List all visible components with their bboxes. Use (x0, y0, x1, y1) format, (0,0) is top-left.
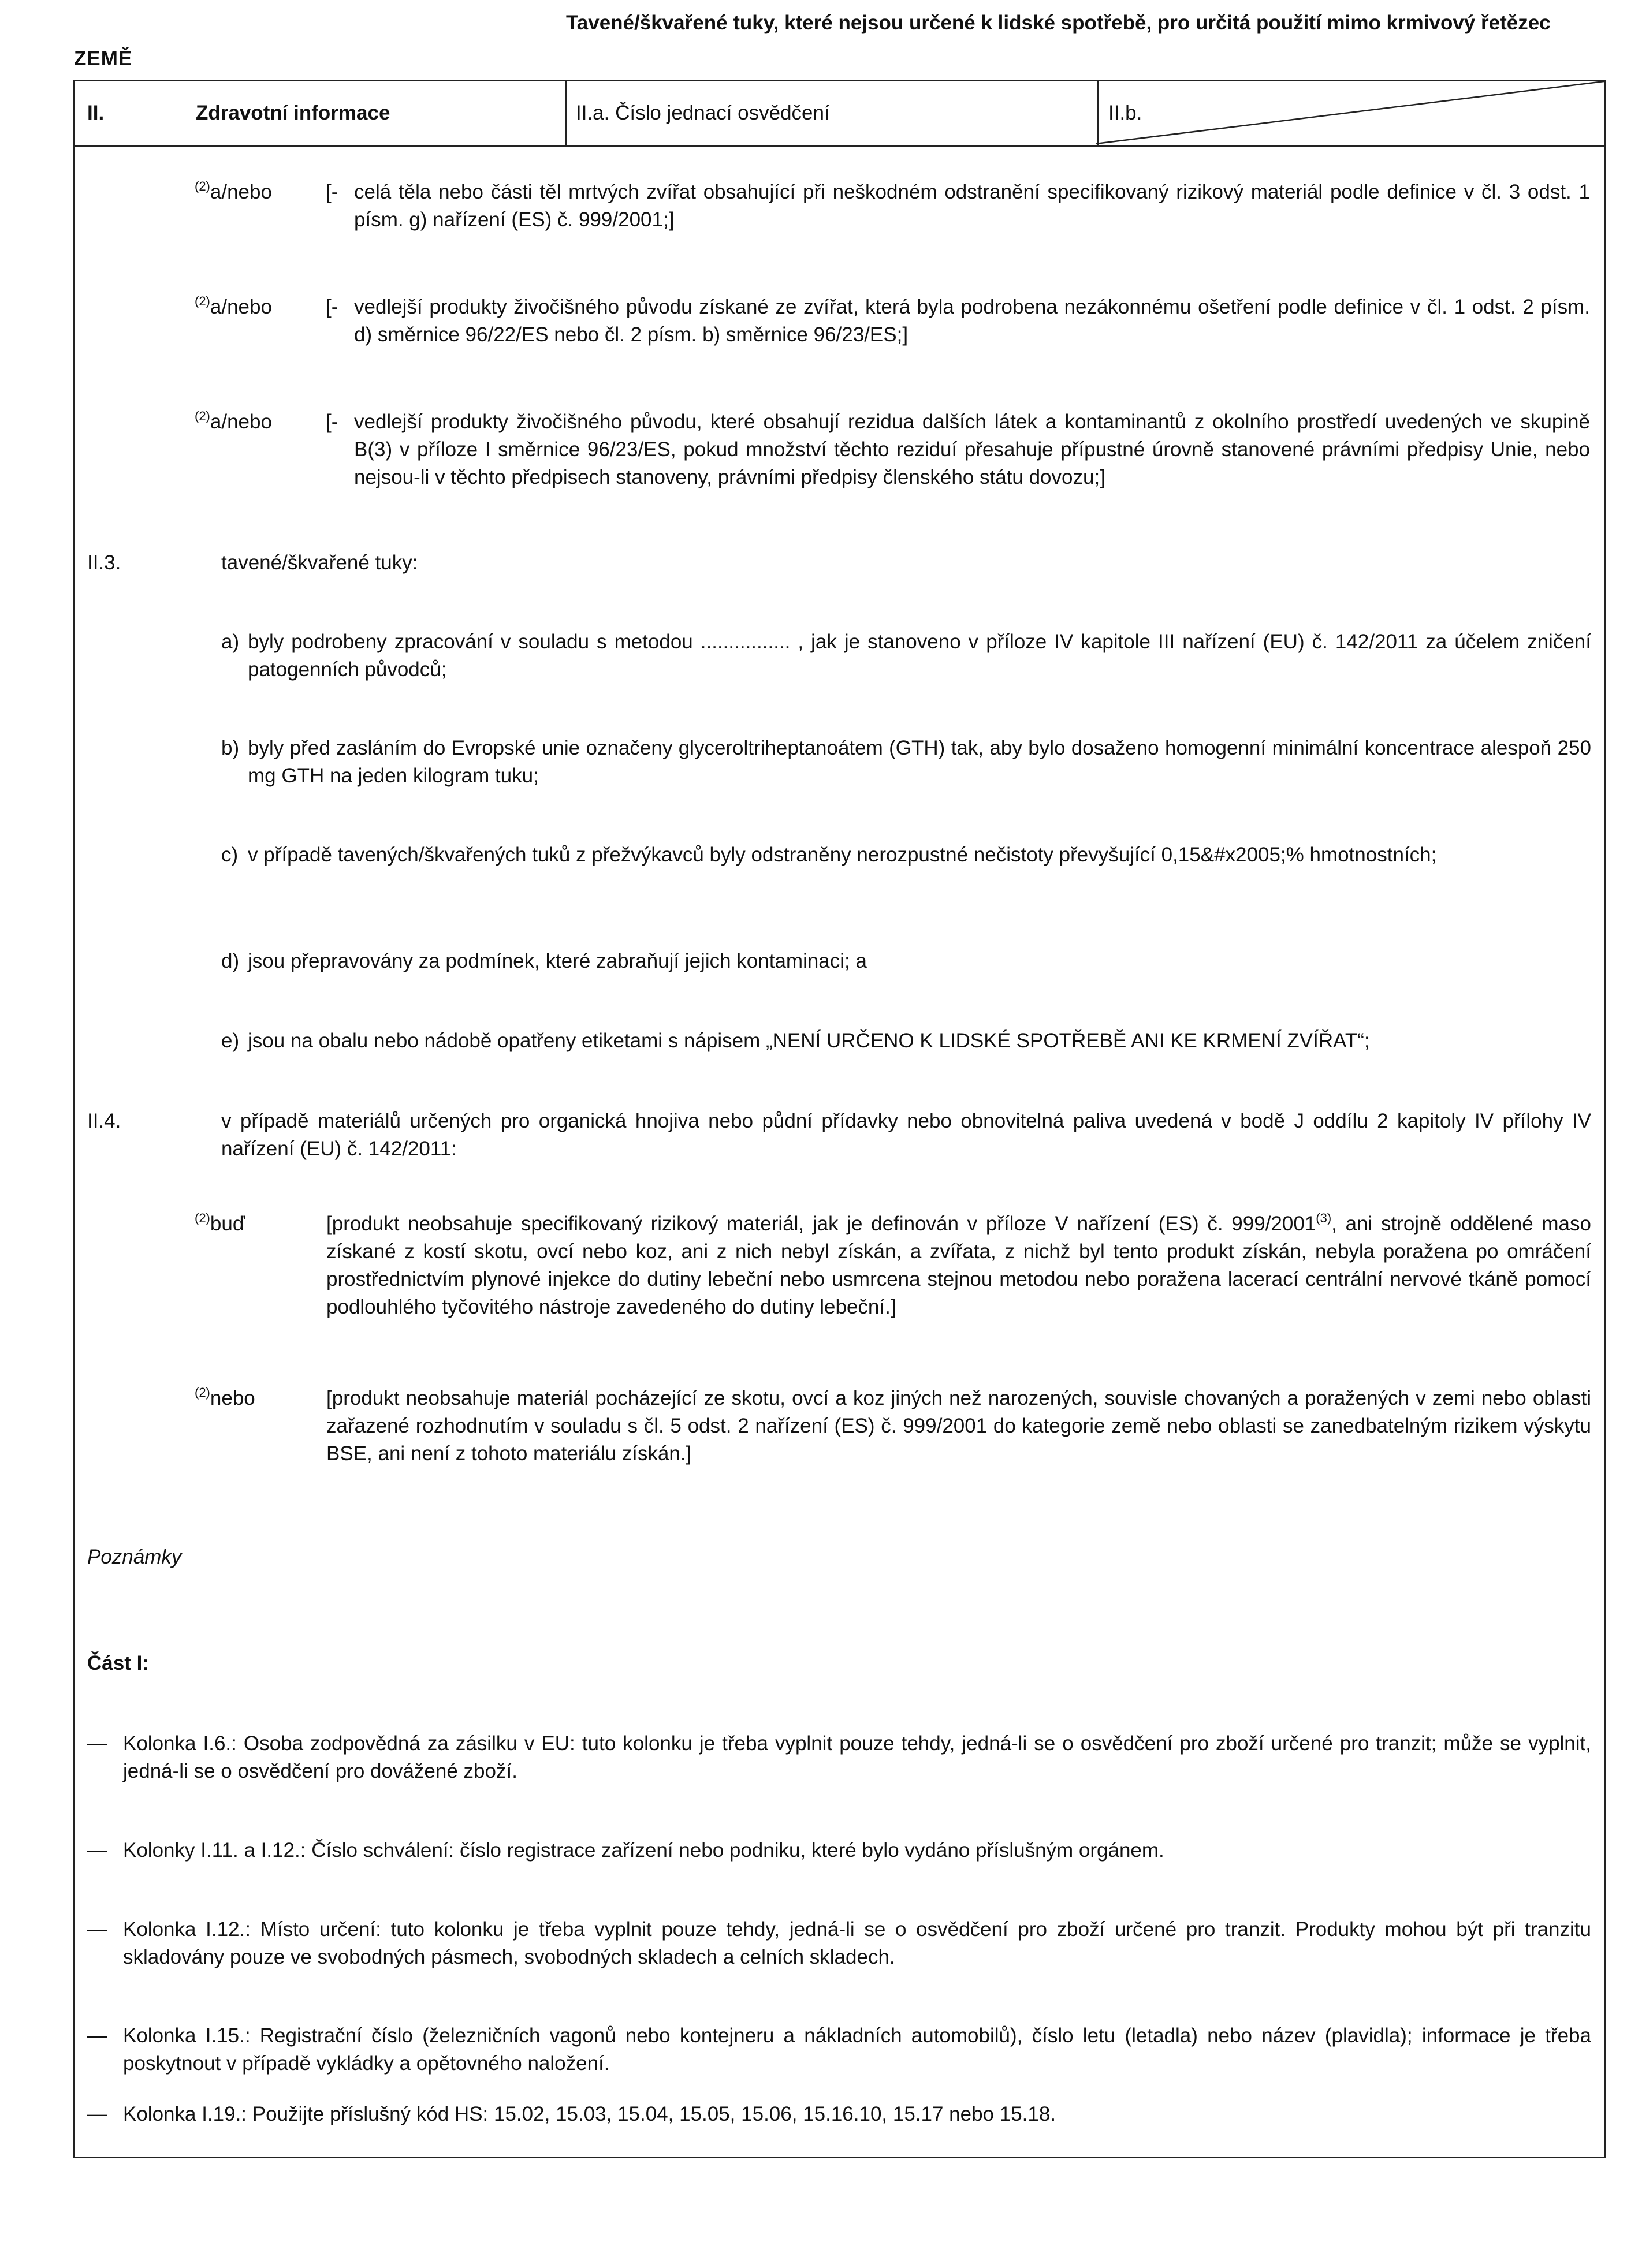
clause-letter: c) (221, 844, 239, 866)
note-item: Kolonky I.11. a I.12.: Číslo schválení: číslo registrace zařízení nebo podniku, které bylo vydáno příslušným orgánem. (123, 1839, 1164, 1862)
item-a-text: vedlejší produkty živočišného původu získané ze zvířat, která byla podrobena nezákonnému ošetření podle definice v čl. 1 odst. 2 písm. d) směrnice 96/22/ES nebo čl. 2 písm. b) směrnice 96/23/ES;] (354, 296, 1590, 346)
item-a-bracket: [- (326, 296, 338, 318)
note-dash: — (87, 2024, 107, 2047)
clause-letter: b) (221, 737, 240, 759)
clause-intro: tavené/škvařené tuky: (221, 551, 418, 574)
option-label: $^{(2)}$buď (195, 1211, 245, 1235)
item-a-label: $^{(2)}$a/nebo (195, 409, 272, 433)
item-a-label: $^{(2)}$a/nebo (195, 294, 272, 318)
clause-intro: v případě materiálů určených pro organická hnojiva nebo půdní přídavky nebo obnovitelná paliva uvedená v bodě J oddílu 2 kapitoly IV přílohy IV nařízení (EU) č. 142/2011: (221, 1110, 1591, 1160)
clause-number: II.3. (87, 551, 121, 574)
document-title: Tavené/škvařené tuky, které nejsou určené k lidské spotřebě, pro určitá použití mimo krmivový řetězec (566, 12, 1551, 34)
clause-text: byly podrobeny zpracování v souladu s metodou ................ , jak je stanoveno v příloze IV kapitole III nařízení (EU) č. 142/2011 za účelem zničení patogenních původců; (248, 631, 1591, 681)
clause-number: II.4. (87, 1110, 121, 1132)
notes-title: Poznámky (87, 1546, 182, 1568)
clause-letter: e) (221, 1029, 240, 1052)
section-number: II. (87, 102, 105, 124)
item-a-bracket: [- (326, 411, 338, 433)
item-a-bracket: [- (326, 181, 338, 203)
note-item: Kolonka I.12.: Místo určení: tuto kolonku je třeba vyplnit pouze tehdy, jedná-li se o osvědčení pro zboží určené pro tranzit. Produkty mohou být při tranzitu skladovány pouze ve svobodných pásmech, svobodných skladech a celních skladech. (123, 1918, 1591, 1968)
item-a-label: $^{(2)}$a/nebo (195, 179, 272, 203)
iib-label: II.b. (1108, 102, 1142, 124)
note-dash: — (87, 1918, 107, 1941)
section-title: Zdravotní informace (196, 102, 390, 124)
note-dash: — (87, 1732, 107, 1755)
item-a-text: vedlejší produkty živočišného původu, které obsahují rezidua dalších látek a kontaminantů z okolního prostředí uvedených ve skupině B(3) v příloze I směrnice 96/23/ES, pokud množství těchto reziduí přesahuje přípustné úrovně stanovené právními předpisy Unie, nebo nejsou-li v těchto předpisech stanoveny, právními předpisy členského státu dovozu;] (354, 411, 1590, 488)
section-header-row (75, 81, 1604, 147)
option-label: $^{(2)}$nebo (195, 1385, 255, 1409)
clause-text: jsou přepravovány za podmínek, které zabraňují jejich kontaminaci; a (248, 950, 867, 972)
certificate-frame (73, 80, 1606, 2158)
note-dash: — (87, 1839, 107, 1862)
clause-text: byly před zasláním do Evropské unie označeny glyceroltriheptanoátem (GTH) tak, aby bylo dosaženo homogenní minimální koncentrace alespoň 250 mg GTH na jeden kilogram tuku; (248, 737, 1591, 787)
clause-text: jsou na obalu nebo nádobě opatřeny etiketami s nápisem „NENÍ URČENO K LIDSKÉ SPOTŘEBĚ ANI KE KRMENÍ ZVÍŘAT“; (248, 1029, 1370, 1052)
country-label: ZEMĚ (74, 47, 133, 70)
note-item: Kolonka I.15.: Registrační číslo (železničních vagonů nebo kontejneru a nákladních automobilů), číslo letu (letadla) nebo název (plavidla); informace je třeba poskytnout v případě vykládky a opětovného naložení. (123, 2024, 1591, 2075)
diagonal-strike-line (1096, 81, 1604, 145)
clause-letter: a) (221, 631, 240, 653)
notes-part-heading: Část I: (87, 1652, 149, 1674)
option-text: [produkt neobsahuje materiál pocházející ze skotu, ovcí a koz jiných než narozených, souvisle chovaných a poražených v zemi nebo oblasti zařazené rozhodnutím v souladu s čl. 5 odst. 2 nařízení (ES) č. 999/2001 do kategorie země nebo oblasti se zanedbatelným rizikem výskytu BSE, ani není z tohoto materiálu získán.] (326, 1387, 1591, 1465)
reference-number-label: II.a. Číslo jednací osvědčení (576, 102, 830, 124)
note-item: Kolonka I.6.: Osoba zodpovědná za zásilku v EU: tuto kolonku je třeba vyplnit pouze tehdy, jedná-li se o osvědčení pro zboží určené pro tranzit; může se vyplnit, jedná-li se o osvědčení pro dovážené zboží. (123, 1732, 1591, 1782)
clause-letter: d) (221, 950, 240, 972)
note-item: Kolonka I.19.: Použijte příslušný kód HS: 15.02, 15.03, 15.04, 15.05, 15.06, 15.16.10, 15.17 nebo 15.18. (123, 2103, 1056, 2125)
item-a-text: celá těla nebo části těl mrtvých zvířat obsahující při neškodném odstranění specifikovaný rizikový materiál podle definice v čl. 3 odst. 1 písm. g) nařízení (ES) č. 999/2001;] (354, 181, 1590, 231)
header-divider (565, 81, 567, 145)
option-text: [produkt neobsahuje specifikovaný rizikový materiál, jak je definován v příloze V nařízení (ES) č. 999/2001$^{(3)}$, ani strojně oddělené maso získané z kostí skotu, ovcí nebo koz, ani z nich nebyl získán, a zvířata, z nichž byl tento produkt získán, nebyla poražena po omráčení prostřednictvím plynové injekce do dutiny lebeční nebo usmrcena stejnou metodou nebo poražena lacerací centrální nervové tkáně pomocí podlouhlého tyčovitého nástroje zavedeného do dutiny lebeční.] (326, 1211, 1591, 1318)
clause-text: v případě tavených/škvařených tuků z přežvýkavců byly odstraněny nerozpustné nečistoty převyšující 0,15&#x2005;% hmotnostních; (248, 844, 1437, 866)
note-dash: — (87, 2103, 107, 2125)
